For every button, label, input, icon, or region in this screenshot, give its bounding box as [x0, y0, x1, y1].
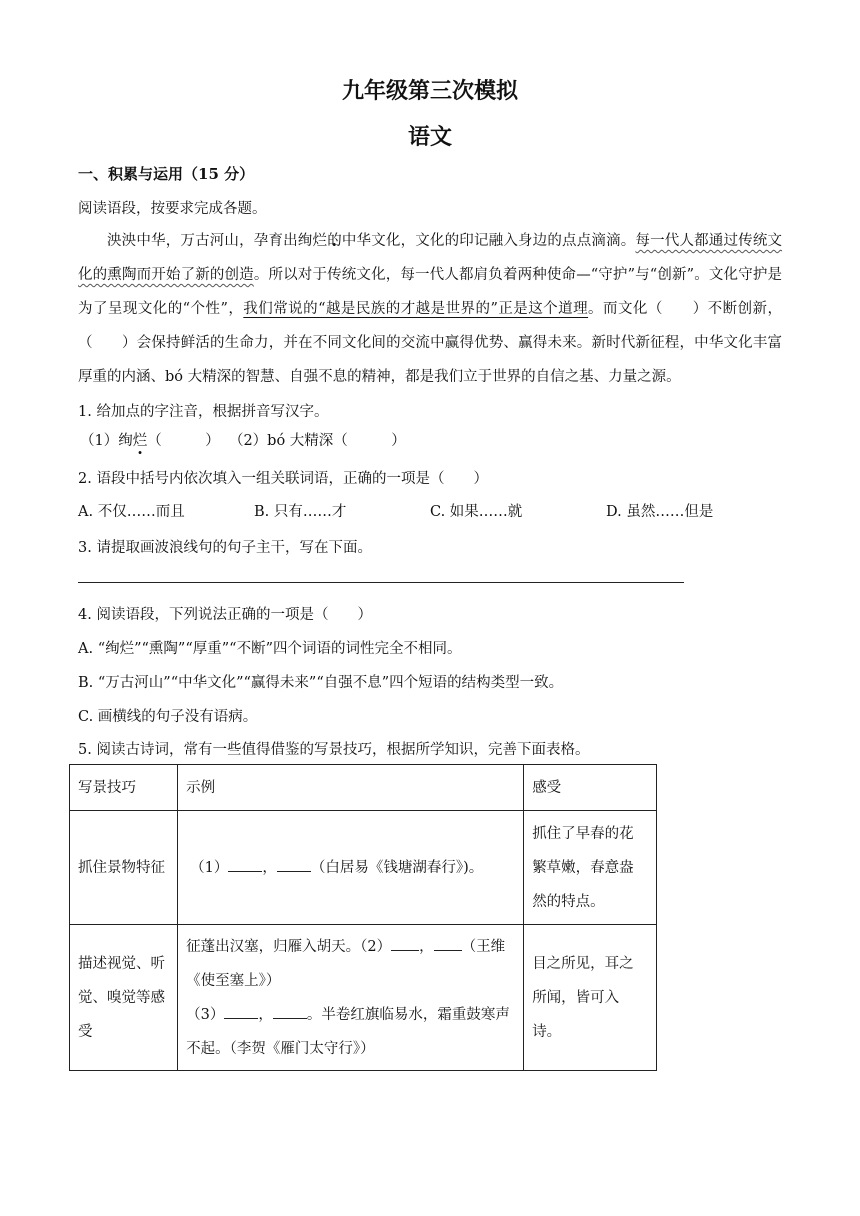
separator: ， [262, 859, 277, 876]
poem-line: 。半卷红旗临易水，霜重鼓寒声不起。（李贺《雁门太守行》） [186, 1006, 510, 1057]
poem-source: （王维《使至塞上》） [186, 938, 506, 989]
feeling-cell: 抓住了早春的花繁草嫩，春意盎然的特点。 [524, 811, 657, 925]
option-d: D. 虽然……但是 [606, 504, 714, 520]
header-cell: 感受 [524, 765, 657, 811]
separator: ， [419, 938, 434, 955]
blank-label: （3） [186, 1006, 225, 1023]
underlined-sentence: 我们常说的“越是民族的才越是世界的”正是这个道理 [243, 301, 589, 317]
poem-source: （白居易《钱塘湖春行》)。 [310, 859, 484, 876]
passage-text: 的中华文化，文化的印记融入身边的点点滴滴。 [327, 233, 636, 249]
passage-text: 。而文化（ ）不断创新，（ ）会保持鲜活的生命力，并在不同文化间的交流中赢得优势、赢得未来。新时代新征程，中华文化丰富厚重的内涵、bó 大精深的智慧、自强不息的精神，都是我们立于世界的自信之基、力量之源。 [78, 301, 783, 385]
technique-cell: 描述视觉、听觉、嗅觉等感受 [70, 925, 178, 1071]
header-cell: 写景技巧 [70, 765, 178, 811]
subject-title: 语文 [407, 124, 452, 150]
table-row [70, 925, 657, 1071]
section-instruction: 阅读语段，按要求完成各题。 [78, 201, 267, 217]
option-c: C. 如果……就 [430, 504, 523, 520]
fill-blank [434, 936, 462, 951]
fill-blank [273, 1004, 307, 1019]
question-1-prompt: 1. 给加点的字注音，根据拼音写汉字。 [78, 404, 329, 420]
fill-blank [224, 1004, 258, 1019]
passage-text: 。所以对于传统文化，每一代人都肩负着两种使命—“守护”与“创新”。文化守护是为了呈现文化的“个性”， [78, 267, 782, 317]
q4-option-b: B. “万古河山”“中华文化”“赢得未来”“自强不息”四个短语的结构类型一致。 [78, 675, 564, 691]
reading-passage [78, 224, 782, 394]
fill-blank [277, 857, 311, 872]
example-cell [178, 925, 524, 1071]
feeling-cell: 目之所见，耳之所闻，皆可入诗。 [524, 925, 657, 1071]
option-a: A. 不仅……而且 [78, 504, 185, 520]
question-4-prompt: 4. 阅读语段，下列说法正确的一项是（ ） [78, 607, 372, 623]
wavy-underlined-sentence: 每一代人都通过传统文化的熏陶而开始了新的创造 [78, 233, 783, 283]
separator: ， [258, 1006, 273, 1023]
technique-cell: 抓住景物特征 [70, 811, 178, 925]
scenery-technique-table [69, 764, 657, 1071]
question-2-prompt: 2. 语段中括号内依次填入一组关联词语，正确的一项是（ ） [78, 471, 488, 487]
blank-label: （1） [190, 859, 229, 876]
q1-part-b: （2）bó 大精深（ ） [228, 433, 406, 449]
dotted-char: 烂 [312, 233, 328, 249]
example-cell [178, 811, 524, 925]
q1-part-a-label: （1）绚 [80, 433, 133, 449]
exam-title: 九年级第三次模拟 [341, 78, 518, 104]
question-5-prompt: 5. 阅读古诗词，常有一些值得借鉴的写景技巧，根据所学知识，完善下面表格。 [78, 742, 590, 758]
fill-blank [391, 936, 419, 951]
question-1-items [80, 429, 406, 450]
answer-blank: （ ） [147, 433, 220, 449]
header-cell: 示例 [178, 765, 524, 811]
question-3-prompt: 3. 请提取画波浪线句的句子主干，写在下面。 [78, 540, 372, 556]
option-b: B. 只有……才 [254, 504, 347, 520]
q4-option-c: C. 画横线的句子没有语病。 [78, 709, 258, 725]
fill-blank [228, 857, 262, 872]
passage-text: 泱泱中华，万古河山，孕育出绚 [107, 233, 313, 249]
answer-line [78, 582, 684, 583]
poem-line: 征蓬出汉塞，归雁入胡天。（2） [186, 938, 392, 955]
section-heading: 一、积累与运用（15 分） [78, 165, 255, 183]
q4-option-a: A. “绚烂”“熏陶”“厚重”“不断”四个词语的词性完全不相同。 [78, 641, 462, 657]
dotted-char: 烂 [132, 433, 148, 449]
table-header-row [70, 765, 657, 811]
table-row [70, 811, 657, 925]
